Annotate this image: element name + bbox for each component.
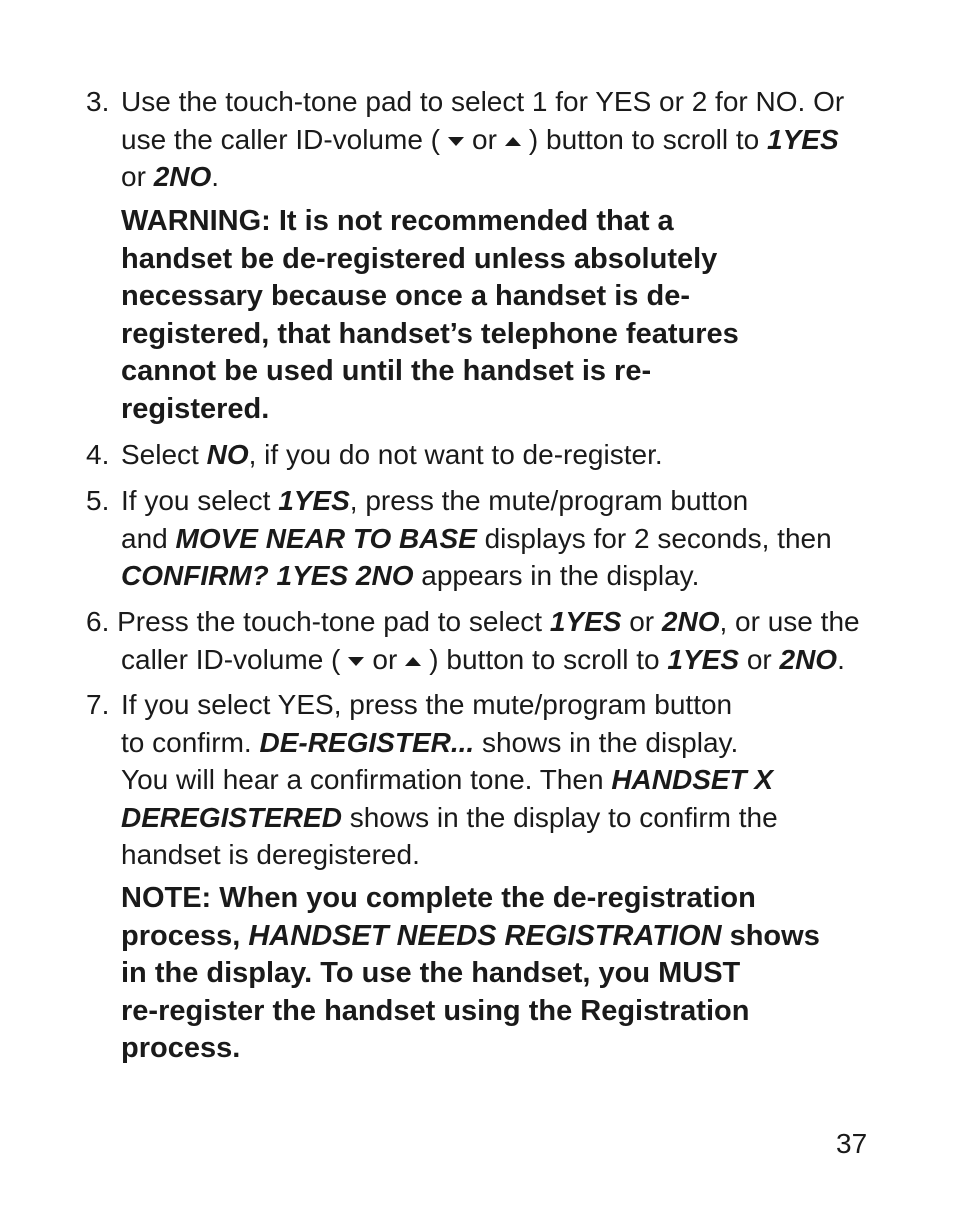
step-number: 3. bbox=[86, 86, 110, 117]
step-3 bbox=[86, 83, 886, 196]
step-text: 6. Press the touch-tone pad to select 1YES or 2NO, or use the caller ID-volume ( or ) button to scroll to 1YES or 2NO. bbox=[86, 606, 860, 675]
volume-down-icon bbox=[348, 657, 364, 666]
step-number: 5. bbox=[86, 485, 110, 516]
step-7 bbox=[86, 686, 886, 874]
step-text: Use the touch-tone pad to select 1 for YES or 2 for NO. Or use the caller ID-volume ( or ) button to scroll to 1YES or 2NO. bbox=[121, 86, 845, 192]
page-number: 37 bbox=[836, 1128, 868, 1159]
step-4 bbox=[86, 436, 886, 474]
volume-up-icon bbox=[505, 137, 521, 146]
step-text: Select NO, if you do not want to de-register. bbox=[121, 439, 663, 470]
step-number: 4. bbox=[86, 439, 110, 470]
note-block: NOTE: When you complete the de-registration process, HANDSET NEEDS REGISTRATION shows in the display. To use the handset, you MUST re-register the handset using the Registration process. bbox=[121, 882, 820, 1064]
step-text: If you select YES, press the mute/program button to confirm. DE-REGISTER... shows in the display. You will hear a confirmation tone. Then HANDSET X DEREGISTERED shows in the display to confirm the handset is deregistered. bbox=[121, 689, 778, 870]
step-text: If you select 1YES, press the mute/program button and MOVE NEAR TO BASE displays for 2 seconds, then CONFIRM? 1YES 2NO appears in the display. bbox=[121, 485, 832, 591]
step-6 bbox=[86, 603, 886, 678]
step-5 bbox=[86, 482, 886, 595]
step-number: 7. bbox=[86, 689, 110, 720]
warning-block: WARNING: It is not recommended that a handset be de-registered unless absolutely necessary because once a handset is de- registered, that handset’s telephone features cannot be used until the handset is re- registered. bbox=[121, 205, 739, 425]
volume-down-icon bbox=[448, 137, 464, 146]
volume-up-icon bbox=[405, 657, 421, 666]
